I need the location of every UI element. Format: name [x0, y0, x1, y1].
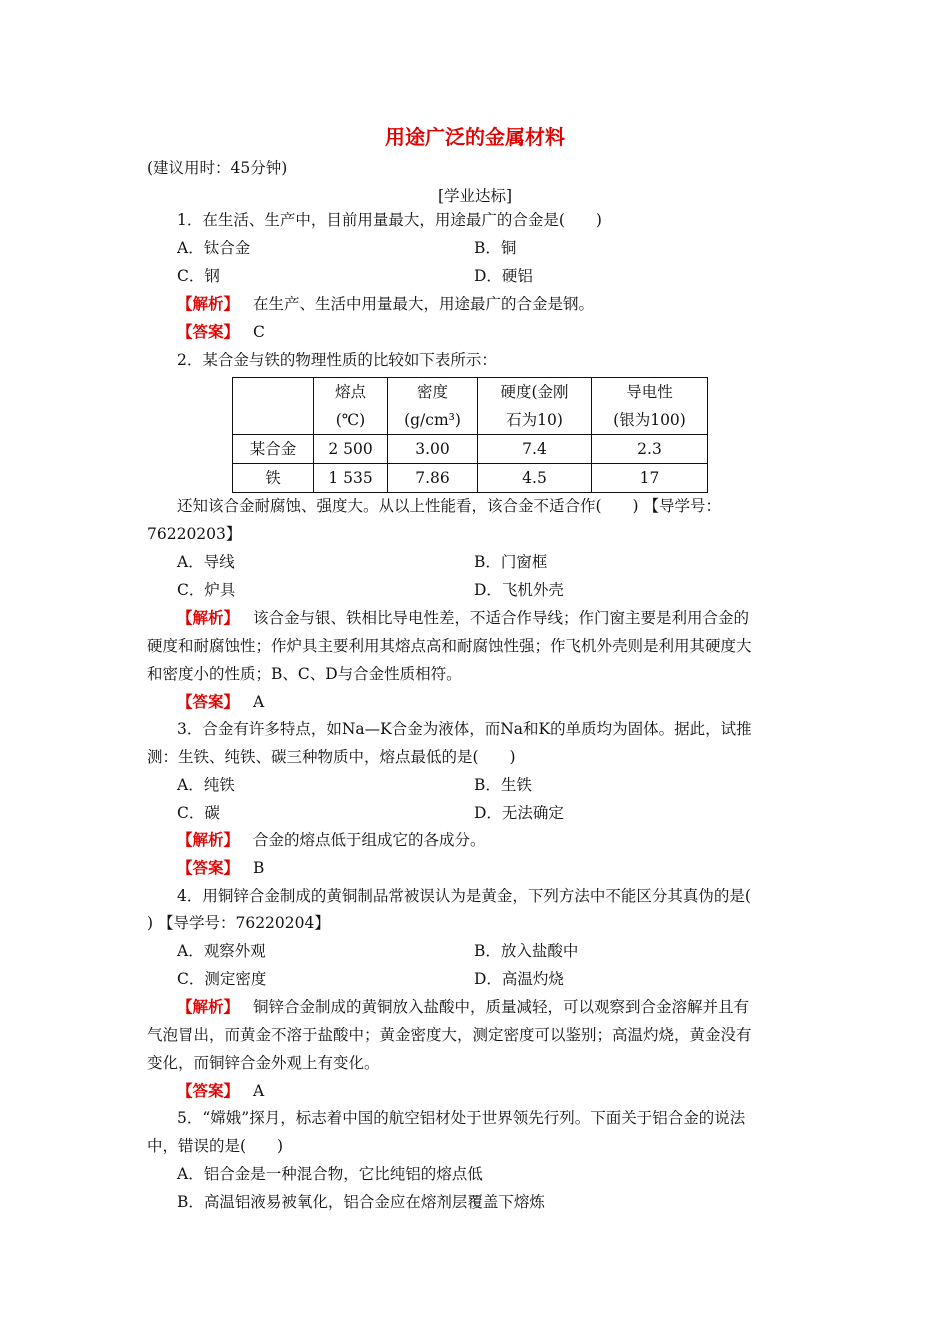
- q3-explanation: [177, 830, 486, 850]
- q2-explanation-tag: 【解析】: [177, 608, 240, 627]
- q2-option-a: A．导线: [177, 553, 235, 571]
- q5-option-a: A．铝合金是一种混合物，它比纯铝的熔点低: [177, 1165, 483, 1183]
- q1-option-d: D．硬铝: [474, 267, 533, 285]
- q1-answer: [177, 322, 265, 342]
- q3-explanation-tag: 【解析】: [177, 830, 240, 849]
- q2-guide-number: 76220203】: [147, 525, 242, 543]
- q2-option-d: D．飞机外壳: [474, 581, 564, 599]
- table-cell: 4.5: [478, 464, 592, 493]
- section-heading: [学业达标]: [437, 187, 513, 205]
- q2-explanation: [177, 608, 749, 628]
- q1-explanation-text: 在生产、生活中用量最大，用途最广的合金是钢。: [253, 295, 595, 313]
- table-cell: 3.00: [388, 435, 478, 464]
- q3-option-c: C．碳: [177, 804, 220, 822]
- table-header-cell: 熔点 (℃): [314, 378, 388, 435]
- q2-explanation-text: 该合金与银、铁相比导电性差，不适合作导线；作门窗主要是利用合金的: [253, 609, 750, 627]
- q3-option-a: A．纯铁: [177, 776, 235, 794]
- q3-stem-line2: 测：生铁、纯铁、碳三种物质中，熔点最低的是( ): [147, 748, 516, 766]
- table-header-row: [233, 378, 708, 435]
- table-cell: 7.86: [388, 464, 478, 493]
- q1-explanation: [177, 294, 594, 314]
- q4-option-a: A．观察外观: [177, 942, 266, 960]
- table-cell: 2.3: [592, 435, 708, 464]
- q4-explanation-line3: 变化，而铜锌合金外观上有变化。: [147, 1054, 380, 1072]
- q2-answer-tag: 【答案】: [177, 692, 240, 711]
- q2-stem-continued: 还知该合金耐腐蚀、强度大。从以上性能看，该合金不适合作( ) 【导学号：: [177, 497, 722, 515]
- q1-option-a: A．钛合金: [177, 239, 251, 257]
- time-note: (建议用时：45分钟): [147, 159, 288, 177]
- q2-answer-text: A: [253, 693, 265, 711]
- q1-option-b: B．铜: [474, 239, 517, 257]
- table-row: [233, 464, 708, 493]
- table-cell: 2 500: [314, 435, 388, 464]
- q3-option-d: D．无法确定: [474, 804, 564, 822]
- q1-answer-text: C: [253, 323, 265, 341]
- q5-option-b: B．高温铝液易被氧化，铝合金应在熔剂层覆盖下熔炼: [177, 1193, 545, 1211]
- q2-explanation-line3: 和密度小的性质；B、C、D与合金性质相符。: [147, 665, 462, 683]
- table-cell: 17: [592, 464, 708, 493]
- table-corner-cell: [233, 378, 314, 435]
- q2-stem: 2．某合金与铁的物理性质的比较如下表所示：: [177, 351, 497, 369]
- q2-option-b: B．门窗框: [474, 553, 548, 571]
- q4-option-b: B．放入盐酸中: [474, 942, 579, 960]
- table-header-cell: 硬度(金刚 石为10): [478, 378, 592, 435]
- q3-answer: [177, 858, 264, 878]
- q3-option-b: B．生铁: [474, 776, 532, 794]
- q1-explanation-tag: 【解析】: [177, 294, 240, 313]
- q4-explanation-line2: 气泡冒出，而黄金不溶于盐酸中；黄金密度大，测定密度可以鉴别；高温灼烧，黄金没有: [147, 1026, 752, 1044]
- q4-explanation-text: 铜锌合金制成的黄铜放入盐酸中，质量减轻，可以观察到合金溶解并且有: [253, 998, 750, 1016]
- q4-answer-tag: 【答案】: [177, 1081, 240, 1100]
- q3-answer-tag: 【答案】: [177, 858, 240, 877]
- q4-explanation: [177, 997, 749, 1017]
- q2-explanation-line2: 硬度和耐腐蚀性；作炉具主要利用其熔点高和耐腐蚀性强；作飞机外壳则是利用其硬度大: [147, 637, 752, 655]
- table-cell: 铁: [233, 464, 314, 493]
- table-header-cell: 密度 (g/cm³): [388, 378, 478, 435]
- table-cell: 1 535: [314, 464, 388, 493]
- q3-answer-text: B: [253, 859, 265, 877]
- q3-stem: 3．合金有许多特点，如Na—K合金为液体，而Na和K的单质均为固体。据此，试推: [177, 720, 752, 738]
- q4-answer-text: A: [253, 1082, 265, 1100]
- table-row: [233, 435, 708, 464]
- q5-stem-line2: 中，错误的是( ): [147, 1137, 284, 1155]
- q1-answer-tag: 【答案】: [177, 322, 240, 341]
- q3-explanation-text: 合金的熔点低于组成它的各成分。: [253, 831, 486, 849]
- q4-option-c: C．测定密度: [177, 970, 267, 988]
- q2-option-c: C．炉具: [177, 581, 236, 599]
- table-cell: 某合金: [233, 435, 314, 464]
- q2-answer: [177, 692, 264, 712]
- table-cell: 7.4: [478, 435, 592, 464]
- table-header-cell: 导电性 (银为100): [592, 378, 708, 435]
- page-title: 用途广泛的金属材料: [385, 125, 565, 149]
- q5-stem: 5．“嫦娥”探月，标志着中国的航空铝材处于世界领先行列。下面关于铝合金的说法: [177, 1109, 746, 1127]
- q4-explanation-tag: 【解析】: [177, 997, 240, 1016]
- properties-table: [232, 377, 708, 493]
- q4-stem: 4．用铜锌合金制成的黄铜制品常被误认为是黄金，下列方法中不能区分其真伪的是(: [177, 887, 751, 905]
- q4-answer: [177, 1081, 264, 1101]
- q4-option-d: D．高温灼烧: [474, 970, 564, 988]
- q1-stem: 1．在生活、生产中，目前用量最大，用途最广的合金是( ): [177, 211, 602, 229]
- q1-option-c: C．钢: [177, 267, 220, 285]
- q4-stem-line2: ) 【导学号：76220204】: [147, 914, 330, 932]
